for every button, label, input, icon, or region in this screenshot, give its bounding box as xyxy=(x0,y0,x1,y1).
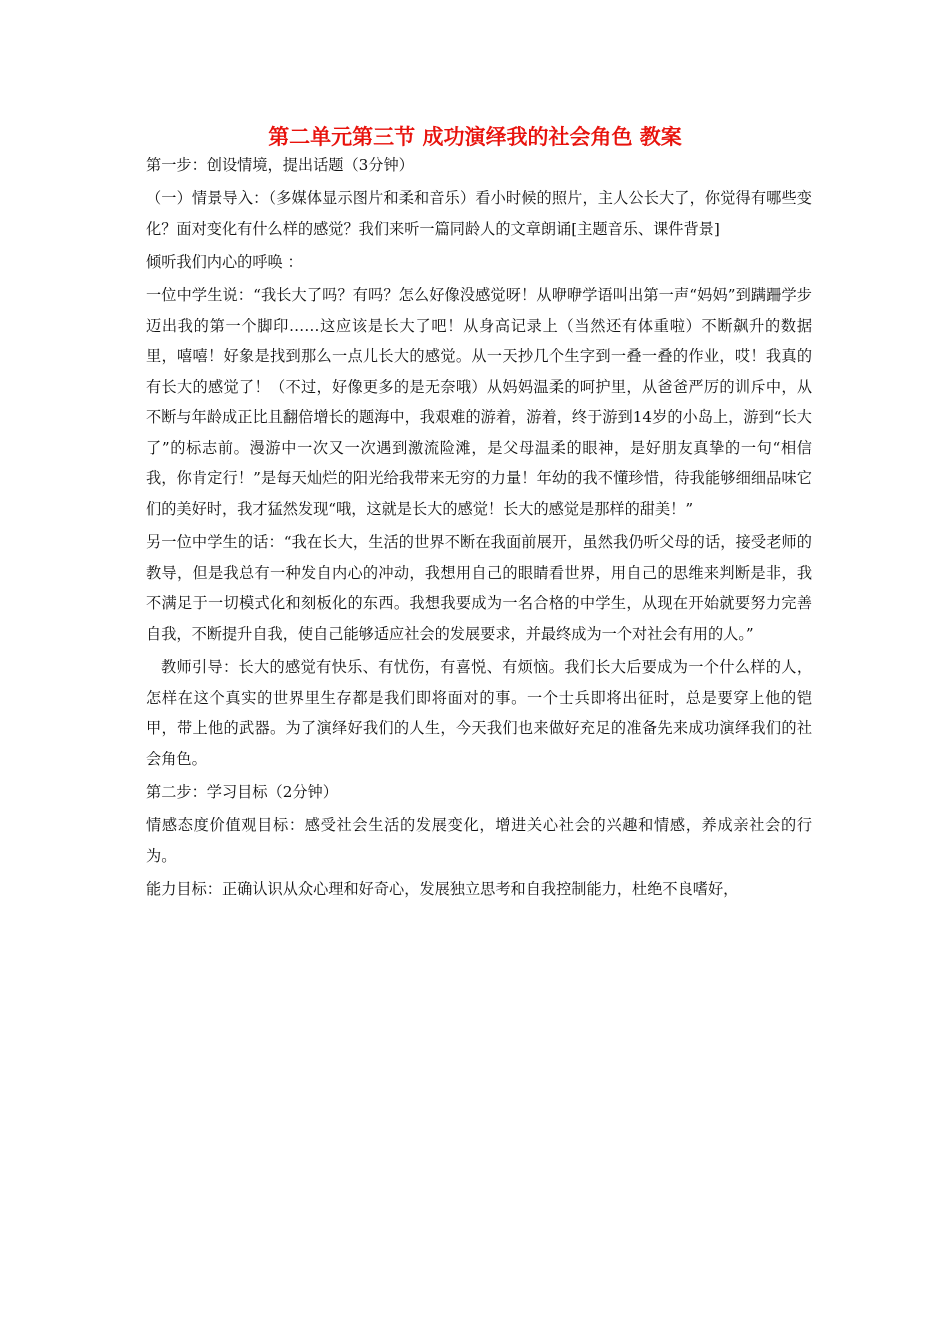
emotion-goal-paragraph: 情感态度价值观目标：感受社会生活的发展变化，增进关心社会的兴趣和情感，养成亲社会的行为。 xyxy=(146,816,812,865)
step-two-heading: 第二步：学习目标（2分钟） xyxy=(146,783,338,801)
step-one-heading: 第一步：创设情境，提出话题（3分钟） xyxy=(146,156,414,174)
scene-intro-paragraph: （一）情景导入：（多媒体显示图片和柔和音乐）看小时候的照片，主人公长大了，你觉得有哪些变化？面对变化有什么样的感觉？我们来听一篇同龄人的文章朗诵[主题音乐、课件背景] xyxy=(146,189,812,238)
first-student-paragraph: 一位中学生说：“我长大了吗？有吗？怎么好像没感觉呀！从咿咿学语叫出第一声“妈妈”到蹒跚学步迈出我的第一个脚印……这应该是长大了吧！从身高记录上（当然还有体重啦）不断飙升的数据里，嘻嘻！好象是找到那么一点儿长大的感觉。从一天抄几个生字到一叠一叠的作业，哎！我真的有长大的感觉了！（不过，好像更多的是无奈哦）从妈妈温柔的呵护里，从爸爸严厉的训斥中，从不断与年龄成正比且翻倍增长的题海中，我艰难的游着，游着，终于游到14岁的小岛上，游到“长大了”的标志前。漫游中一次又一次遇到激流险滩，是父母温柔的眼神，是好朋友真挚的一句“相信我，你肯定行！”是每天灿烂的阳光给我带来无穷的力量！年幼的我不懂珍惜，待我能够细细品味它们的美好时，我才猛然发现“哦，这就是长大的感觉！长大的感觉是那样的甜美！” xyxy=(146,286,812,518)
document-title: 第二单元第三节 成功演绎我的社会角色 教案 xyxy=(268,124,682,149)
document-body xyxy=(146,150,812,908)
second-student-paragraph: 另一位中学生的话：“我在长大，生活的世界不断在我面前展开，虽然我仍听父母的话，接受老师的教导，但是我总有一种发自内心的冲动，我想用自己的眼睛看世界，用自己的思维来判断是非，我不满足于一切模式化和刻板化的东西。我想我要成为一名合格的中学生，从现在开始就要努力完善自我，不断提升自我，使自己能够适应社会的发展要求，并最终成为一个对社会有用的人。” xyxy=(146,533,812,643)
inner-voice-heading: 倾听我们内心的呼唤 ： xyxy=(146,253,303,271)
teacher-guidance-paragraph: 教师引导：长大的感觉有快乐、有忧伤，有喜悦、有烦恼。我们长大后要成为一个什么样的人，怎样在这个真实的世界里生存都是我们即将面对的事。一个士兵即将出征时，总是要穿上他的铠甲，带上他的武器。为了演绎好我们的人生，今天我们也来做好充足的准备先来成功演绎我们的社会角色。 xyxy=(146,658,812,768)
ability-goal-paragraph: 能力目标：正确认识从众心理和好奇心，发展独立思考和自我控制能力，杜绝不良嗜好， xyxy=(146,880,739,898)
